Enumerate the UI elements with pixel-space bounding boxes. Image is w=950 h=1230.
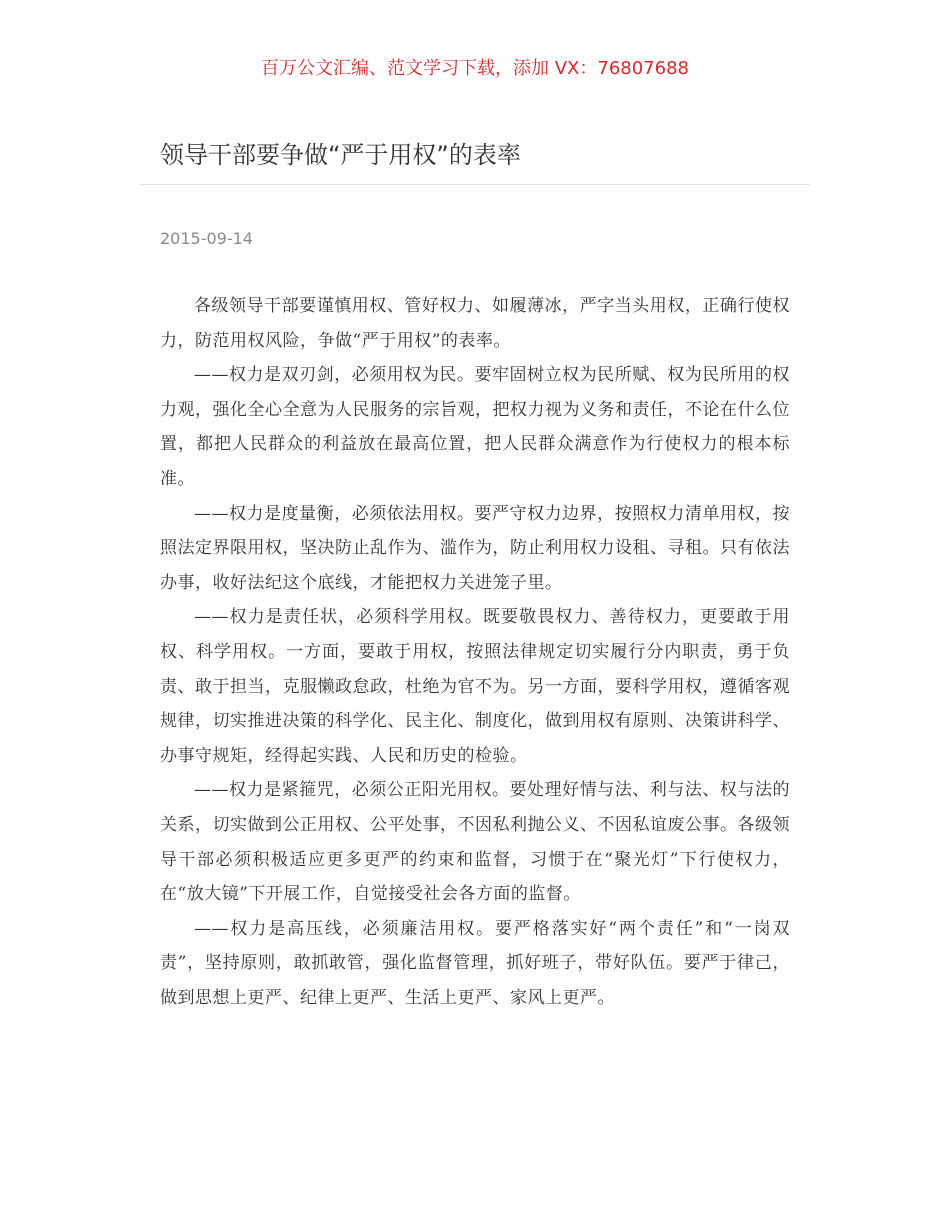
article-paragraph: ——权力是责任状，必须科学用权。既要敬畏权力、善待权力，更要敢于用权、科学用权。一方面，要敢于用权，按照法律规定切实履行分内职责，勇于负责、敢于担当，克服懒政怠政，杜绝为官不为。另一方面，要科学用权，遵循客观规律，切实推进决策的科学化、民主化、制度化，做到用权有原则、决策讲科学、办事守规矩，经得起实践、人民和历史的检验。 (160, 607, 790, 766)
article-body (160, 289, 790, 1015)
title-divider (140, 184, 810, 185)
article-paragraph: ——权力是紧箍咒，必须公正阳光用权。要处理好情与法、利与法、权与法的关系，切实做到公正用权、公平处事，不因私利抛公义、不因私谊废公事。各级领导干部必须积极适应更多更严的约束和监督，习惯于在“聚光灯”下行使权力，在“放大镜”下开展工作，自觉接受社会各方面的监督。 (160, 780, 790, 905)
article-title: 领导干部要争做“严于用权”的表率 (160, 141, 521, 169)
publish-date: 2015-09-14 (160, 229, 253, 248)
article-paragraph: ——权力是高压线，必须廉洁用权。要严格落实好“两个责任”和“一岗双责”，坚持原则，敢抓敢管，强化监督管理，抓好班子，带好队伍。要严于律己，做到思想上更严、纪律上更严、生活上更严、家风上更严。 (160, 918, 790, 1008)
article-paragraph: ——权力是度量衡，必须依法用权。要严守权力边界，按照权力清单用权，按照法定界限用权，坚决防止乱作为、滥作为，防止利用权力设租、寻租。只有依法办事，收好法纪这个底线，才能把权力关进笼子里。 (160, 503, 790, 593)
download-banner: 百万公文汇编、范文学习下载，添加 VX：76807688 (261, 58, 689, 79)
article-paragraph: ——权力是双刃剑，必须用权为民。要牢固树立权为民所赋、权为民所用的权力观，强化全心全意为人民服务的宗旨观，把权力视为义务和责任，不论在什么位置，都把人民群众的利益放在最高位置，把人民群众满意作为行使权力的根本标准。 (160, 365, 790, 489)
article-paragraph: 各级领导干部要谨慎用权、管好权力、如履薄冰，严字当头用权，正确行使权力，防范用权风险，争做“严于用权”的表率。 (160, 296, 790, 351)
